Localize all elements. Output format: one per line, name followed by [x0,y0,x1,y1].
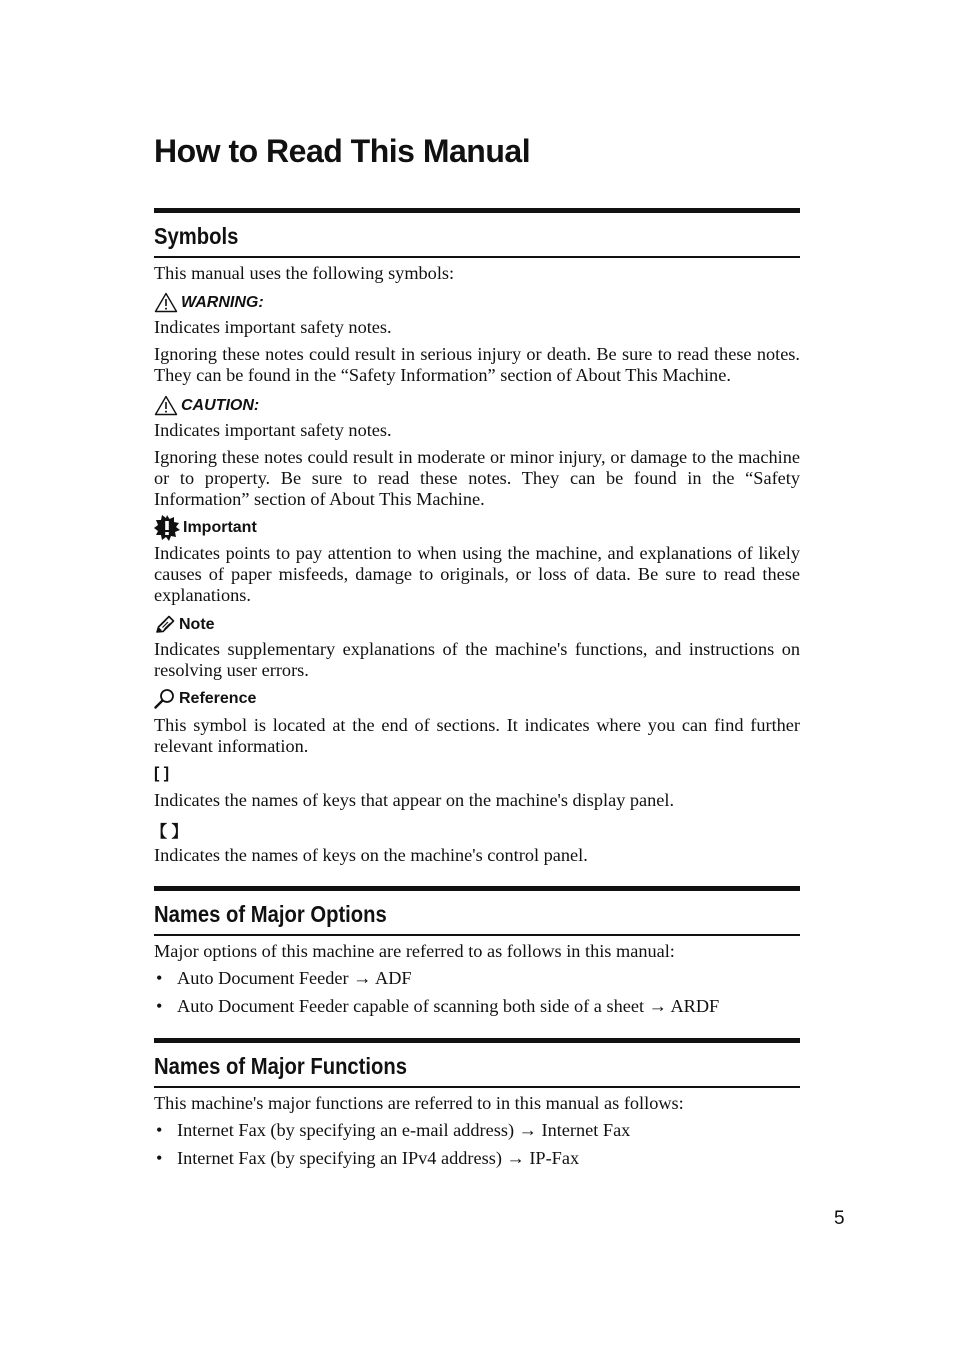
lenticular-brackets-label: 【 】 [151,824,188,841]
section-symbols-header [154,208,800,258]
bullet-marker: • [156,968,163,988]
note-label-text: Note [179,616,215,633]
warning-label [154,292,264,313]
list-item-text: Internet Fax (by specifying an IPv4 address) → IP-Fax [177,1148,580,1168]
section-functions-header [154,1038,800,1088]
bullet-marker: • [156,1120,163,1140]
section-rule-bottom [154,1086,800,1088]
section-rule-bottom [154,934,800,936]
important-text: Indicates points to pay attention to when using the machine, and explanations of likely causes of paper misfeeds, damage to originals, or loss of data. Be sure to read these explanations. [154,543,800,605]
list-item-text: Internet Fax (by specifying an e-mail address) → Internet Fax [177,1120,631,1140]
note-pencil-icon [154,615,176,635]
bullet-marker: • [156,996,163,1016]
caution-label [154,395,259,416]
warning-label-text: WARNING: [181,293,264,311]
bullet-marker: • [156,1148,163,1168]
section-heading-symbols: Symbols [154,223,239,249]
symbols-intro: This manual uses the following symbols: [154,263,455,283]
important-label [154,515,257,541]
square-brackets-text: Indicates the names of keys that appear on the machine's display panel. [154,790,675,810]
section-rule-bottom [154,256,800,258]
section-heading-functions: Names of Major Functions [154,1053,408,1079]
important-burst-icon [154,515,180,541]
warning-text-2: Ignoring these notes could result in serious injury or death. Be sure to read these notes. They can be found in the “Safety Information” section of About This Machine. [154,344,800,385]
list-item-text: Auto Document Feeder capable of scanning both side of a sheet → ARDF [177,996,720,1016]
caution-label-text: CAUTION: [181,396,260,414]
section-heading-options: Names of Major Options [154,901,387,927]
warning-text-1: Indicates important safety notes. [154,317,392,337]
reference-label-text: Reference [179,689,257,707]
list-item-text: Auto Document Feeder → ADF [177,968,412,988]
magnifier-icon [154,688,176,709]
reference-text: This symbol is located at the end of sections. It indicates where you can find further relevant information. [154,715,800,756]
page-number: 5 [834,1208,845,1229]
warning-triangle-icon [154,292,178,313]
options-intro: Major options of this machine are referred to as follows in this manual: [154,941,675,961]
functions-intro: This machine's major functions are referred to in this manual as follows: [154,1093,684,1113]
section-options-header [154,886,800,936]
reference-label [154,688,256,709]
square-brackets-label: [ ] [154,765,170,782]
caution-text-2: Ignoring these notes could result in moderate or minor injury, or damage to the machine or to property. Be sure to read these notes. They can be found in the “Safety Information” section of About This Machine. [154,447,800,509]
important-label-text: Important [183,519,257,536]
caution-triangle-icon [154,395,178,416]
note-text: Indicates supplementary explanations of the machine's functions, and instructions on resolving user errors. [154,639,800,680]
caution-text-1: Indicates important safety notes. [154,420,392,440]
note-label [154,615,215,635]
page-title: How to Read This Manual [154,133,531,169]
lenticular-brackets-text: Indicates the names of keys on the machine's control panel. [154,845,588,865]
